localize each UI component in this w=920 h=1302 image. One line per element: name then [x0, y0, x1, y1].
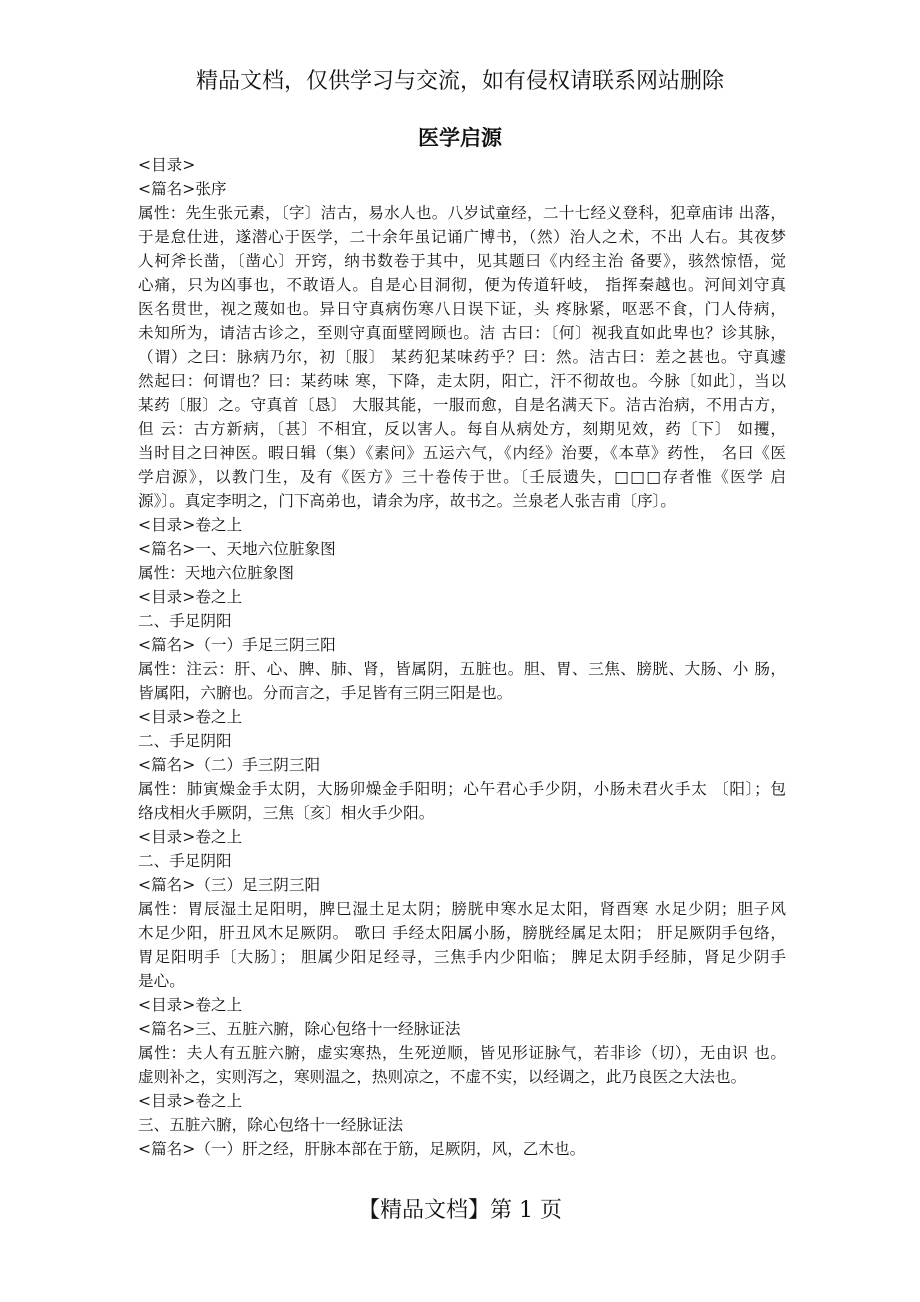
paragraph-line: 但 云：古方新病，〔甚〕不相宜，反以害人。每自从病处方，刻期见效，药〔下〕 如攫，: [138, 420, 786, 438]
section-line: 二、手足阴阳: [138, 732, 232, 750]
toc-line: <目录>卷之上: [138, 516, 243, 534]
paragraph-line: 学启源》，以教门生，及有《医方》三十卷传于世。〔壬辰遗失，□□□存者惟《医学 启: [138, 468, 786, 486]
paragraph-line: 是心。: [138, 972, 185, 990]
paragraph-line: 医名贯世，视之蔑如也。异日守真病伤寒八日误下证，头 疼脉紧，呕恶不食，门人侍病，: [138, 300, 786, 318]
toc-line: <目录>卷之上: [138, 828, 243, 846]
section-line: 二、手足阴阳: [138, 612, 232, 630]
paragraph-line: 源》〕。真定李明之，门下高弟也，请余为序，故书之。兰泉老人张吉甫〔序〕。: [138, 492, 676, 510]
page-footer: 【精品文档】第 1 页: [358, 1198, 562, 1223]
watermark-banner: 精品文档，仅供学习与交流，如有侵权请联系网站删除: [195, 69, 724, 94]
paragraph-line: 人柯斧长凿，〔凿心〕开窍，纳书数卷于其中，见其题曰《内经主治 备要》，骇然惊悟，觉: [138, 252, 786, 270]
paragraph-line: 属性：先生张元素，〔字〕洁古，易水人也。八岁试童经，二十七经义登科，犯章庙讳 出落，: [138, 204, 786, 222]
chapter-line: <篇名>三、五脏六腑，除心包络十一经脉证法: [138, 1020, 461, 1038]
toc-line: <目录>: [138, 156, 196, 174]
chapter-line: <篇名>一、天地六位脏象图: [138, 540, 336, 558]
paragraph-line: 属性：夫人有五脏六腑，虚实寒热，生死逆顺，皆见形证脉气，若非诊（切），无由识 也。: [138, 1044, 786, 1062]
toc-line: <目录>卷之上: [138, 996, 243, 1014]
paragraph-line: 虚则补之，实则泻之，寒则温之，热则凉之，不虚不实，以经调之，此乃良医之大法也。: [138, 1068, 747, 1086]
chapter-line: <篇名>（二）手三阴三阳: [138, 756, 321, 774]
paragraph-line: 皆属阳，六腑也。分而言之，手足皆有三阴三阳是也。: [138, 684, 513, 702]
chapter-line: <篇名>（一）肝之经，肝脉本部在于筋，足厥阴，风，乙木也。: [138, 1140, 586, 1158]
paragraph-line: 于是怠仕进，遂潜心于医学，二十余年虽记诵广博书，（然）治人之术，不出 人右。其夜梦: [138, 228, 786, 246]
chapter-line: <篇名>（三）足三阴三阳: [138, 876, 321, 894]
toc-line: <目录>卷之上: [138, 588, 243, 606]
paragraph-line: 络戌相火手厥阴，三焦〔亥〕相火手少阳。: [138, 804, 435, 822]
paragraph-line: 木足少阳，肝丑风木足厥阴。 歌曰 手经太阳属小肠，膀胱经属足太阳； 肝足厥阴手包络，: [138, 924, 786, 942]
section-line: 三、五脏六腑，除心包络十一经脉证法: [138, 1116, 404, 1134]
paragraph-line: 属性：天地六位脏象图: [138, 564, 294, 582]
paragraph-line: 属性：胃辰湿土足阳明，脾巳湿土足太阴；膀胱申寒水足太阳，肾酉寒 水足少阴；胆子风: [138, 900, 786, 918]
paragraph-line: 心痛，只为凶事也，不敢语人。自是心目洞彻，便为传道轩岐， 指挥秦越也。河间刘守真: [138, 276, 786, 294]
chapter-line: <篇名>张序: [138, 180, 227, 198]
chapter-line: <篇名>（一）手足三阴三阳: [138, 636, 336, 654]
toc-line: <目录>卷之上: [138, 708, 243, 726]
paragraph-line: （谓）之曰：脉病乃尔，初〔服〕 某药犯某味药乎？曰：然。洁古曰：差之甚也。守真遽: [138, 348, 786, 366]
paragraph-line: 当时目之曰神医。暇日辑（集）《素问》五运六气，《内经》治要，《本草》药性， 名曰《医: [138, 444, 786, 462]
paragraph-line: 未知所为，请洁古诊之，至则守真面壁罔顾也。洁 古曰：〔何〕视我直如此卑也？诊其脉，: [138, 324, 786, 342]
document-title: 医学启源: [418, 125, 502, 150]
toc-line: <目录>卷之上: [138, 1092, 243, 1110]
paragraph-line: 胃足阳明手〔大肠〕； 胆属少阳足经寻，三焦手内少阳临； 脾足太阴手经肺，肾足少阴手: [138, 948, 786, 966]
paragraph-line: 属性：肺寅燥金手太阴，大肠卯燥金手阳明；心午君心手少阴，小肠未君火手太 〔阳〕；包: [138, 780, 786, 798]
section-line: 二、手足阴阳: [138, 852, 232, 870]
document-body: [138, 153, 786, 1161]
paragraph-line: 某药〔服〕之。守真首〔恳〕 大服其能，一服而愈，自是名满天下。洁古治病，不用古方，: [138, 396, 786, 414]
paragraph-line: 然起曰：何谓也？曰：某药味 寒，下降，走太阴，阳亡，汗不彻故也。今脉〔如此〕，当以: [138, 372, 786, 390]
paragraph-line: 属性：注云：肝、心、脾、肺、肾，皆属阴，五脏也。胆、胃、三焦、膀胱、大肠、小 肠，: [138, 660, 786, 678]
